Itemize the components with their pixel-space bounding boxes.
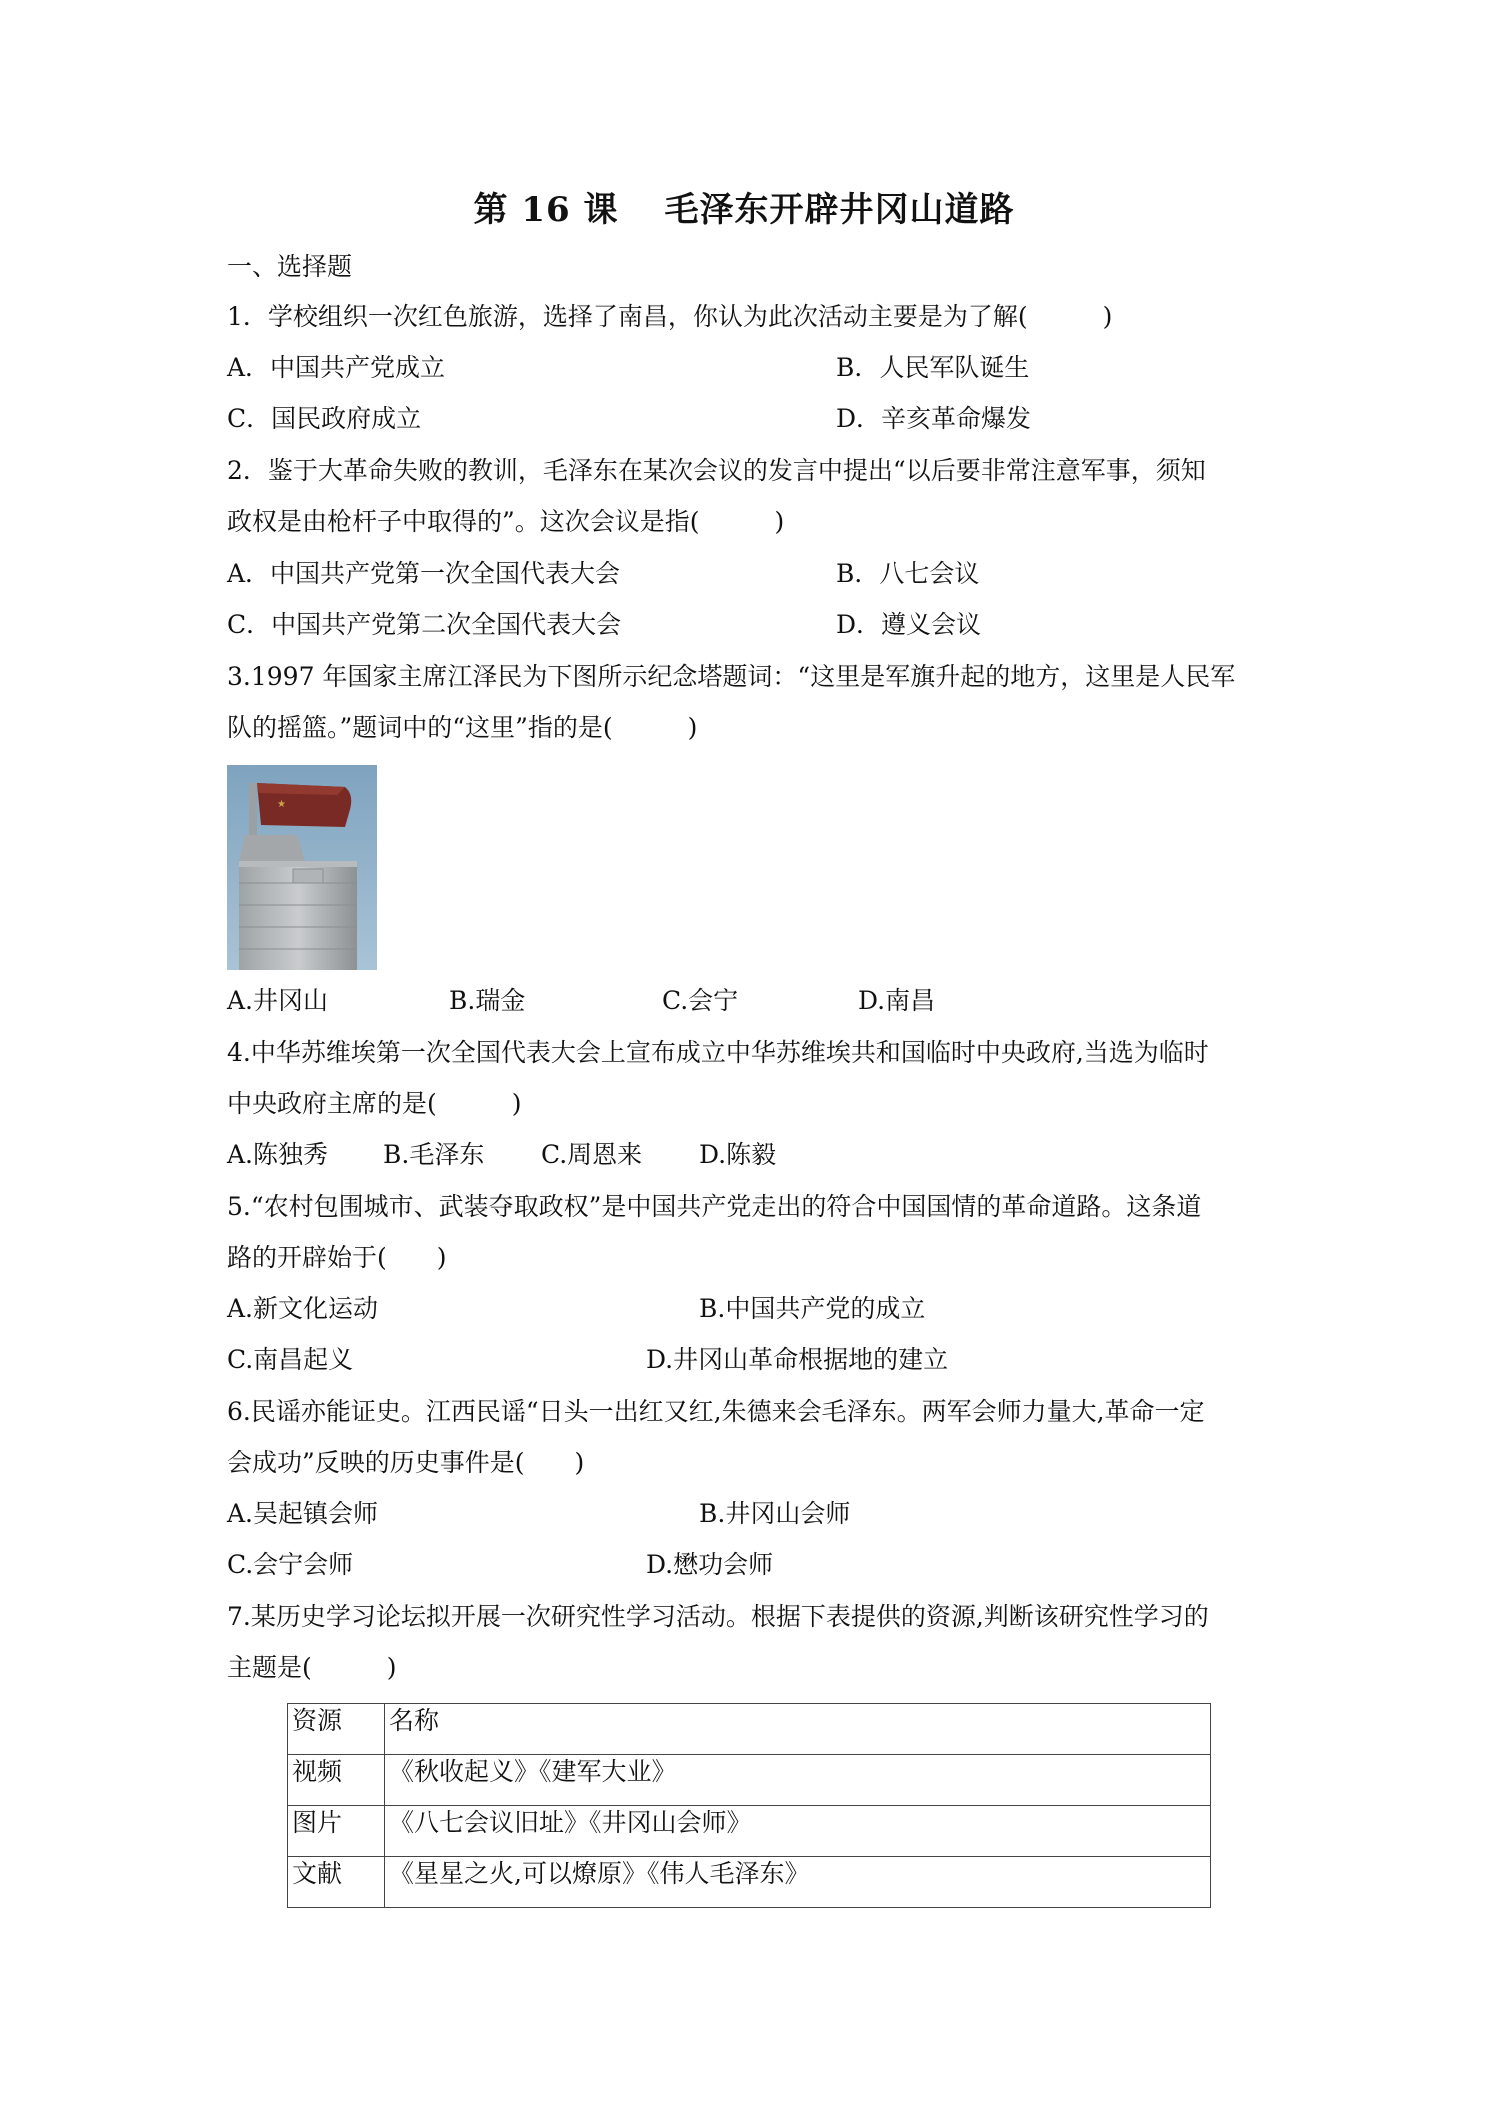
question-4-option-d: D.陈毅 — [699, 1140, 777, 1169]
question-2-option-a: A．中国共产党第一次全国代表大会 — [227, 559, 621, 588]
question-2-stem-line-1: 2．鉴于大革命失败的教训，毛泽东在某次会议的发言中提出“以后要非常注意军事，须知 — [227, 456, 1206, 485]
question-2-option-b: B．八七会议 — [836, 559, 980, 588]
question-7-stem-line-1: 7.某历史学习论坛拟开展一次研究性学习活动。根据下表提供的资源,判断该研究性学习的 — [227, 1602, 1209, 1631]
table-row — [288, 1755, 1211, 1806]
question-3-stem-line-1: 3.1997 年国家主席江泽民为下图所示纪念塔题词：“这里是军旗升起的地方，这里是人民军 — [227, 662, 1236, 691]
lesson-number: 第 16 课 — [473, 190, 619, 230]
table-row — [288, 1806, 1211, 1857]
resources-table — [287, 1703, 1211, 1908]
monument-photo — [227, 765, 377, 970]
section-heading: 一、选择题 — [227, 252, 353, 281]
question-1-option-b: B．人民军队诞生 — [836, 353, 1030, 382]
table-header-cell: 资源 — [288, 1704, 385, 1755]
svg-text:★: ★ — [277, 799, 286, 810]
question-5-option-a: A.新文化运动 — [227, 1294, 379, 1323]
question-6-stem-line-2: 会成功”反映的历史事件是( ) — [227, 1448, 585, 1477]
lesson-topic: 毛泽东开辟井冈山道路 — [664, 190, 1015, 230]
question-4-stem-line-1: 4.中华苏维埃第一次全国代表大会上宣布成立中华苏维埃共和国临时中央政府,当选为临时 — [227, 1038, 1209, 1067]
question-3-option-a: A.井冈山 — [227, 986, 329, 1015]
question-5-stem-line-2: 路的开辟始于( ) — [227, 1243, 447, 1272]
question-6-option-c: C.会宁会师 — [227, 1550, 354, 1579]
question-6-stem-line-1: 6.民谣亦能证史。江西民谣“日头一出红又红,朱德来会毛泽东。两军会师力量大,革命一定 — [227, 1397, 1205, 1426]
question-5-option-d: D.井冈山革命根据地的建立 — [646, 1345, 949, 1374]
question-1-option-a: A．中国共产党成立 — [227, 353, 446, 382]
table-cell: 《星星之火,可以燎原》《伟人毛泽东》 — [385, 1857, 1211, 1908]
question-5-option-c: C.南昌起义 — [227, 1345, 354, 1374]
question-4-option-a: A.陈独秀 — [227, 1140, 329, 1169]
monument-image — [227, 765, 377, 970]
table-header-cell: 名称 — [385, 1704, 1211, 1755]
table-cell: 《秋收起义》《建军大业》 — [385, 1755, 1211, 1806]
question-1-option-c: C．国民政府成立 — [227, 404, 422, 433]
table-header-row — [288, 1704, 1211, 1755]
question-6-option-b: B.井冈山会师 — [699, 1499, 851, 1528]
question-1-stem: 1．学校组织一次红色旅游，选择了南昌，你认为此次活动主要是为了解( ) — [227, 302, 1113, 331]
question-3-option-b: B.瑞金 — [449, 986, 526, 1015]
table-row — [288, 1857, 1211, 1908]
question-3-stem-line-2: 队的摇篮。”题词中的“这里”指的是( ) — [227, 713, 698, 742]
question-2-option-c: C．中国共产党第二次全国代表大会 — [227, 610, 622, 639]
question-3-option-c: C.会宁 — [662, 986, 739, 1015]
question-2-option-d: D．遵义会议 — [836, 610, 982, 639]
question-1-option-d: D．辛亥革命爆发 — [836, 404, 1032, 433]
question-5-stem-line-1: 5.“农村包围城市、武装夺取政权”是中国共产党走出的符合中国国情的革命道路。这条道 — [227, 1192, 1202, 1221]
question-2-stem-line-2: 政权是由枪杆子中取得的”。这次会议是指( ) — [227, 507, 785, 536]
table-cell: 视频 — [288, 1755, 385, 1806]
table-cell: 《八七会议旧址》《井冈山会师》 — [385, 1806, 1211, 1857]
question-3-option-d: D.南昌 — [858, 986, 936, 1015]
question-4-stem-line-2: 中央政府主席的是( ) — [227, 1089, 522, 1118]
question-4-option-c: C.周恩来 — [541, 1140, 643, 1169]
question-6-option-d: D.懋功会师 — [646, 1550, 774, 1579]
question-7-stem-line-2: 主题是( ) — [227, 1653, 397, 1682]
table-cell: 文献 — [288, 1857, 385, 1908]
question-5-option-b: B.中国共产党的成立 — [699, 1294, 926, 1323]
question-6-option-a: A.吴起镇会师 — [227, 1499, 379, 1528]
table-cell: 图片 — [288, 1806, 385, 1857]
question-4-option-b: B.毛泽东 — [383, 1140, 485, 1169]
page-title — [0, 182, 1488, 231]
